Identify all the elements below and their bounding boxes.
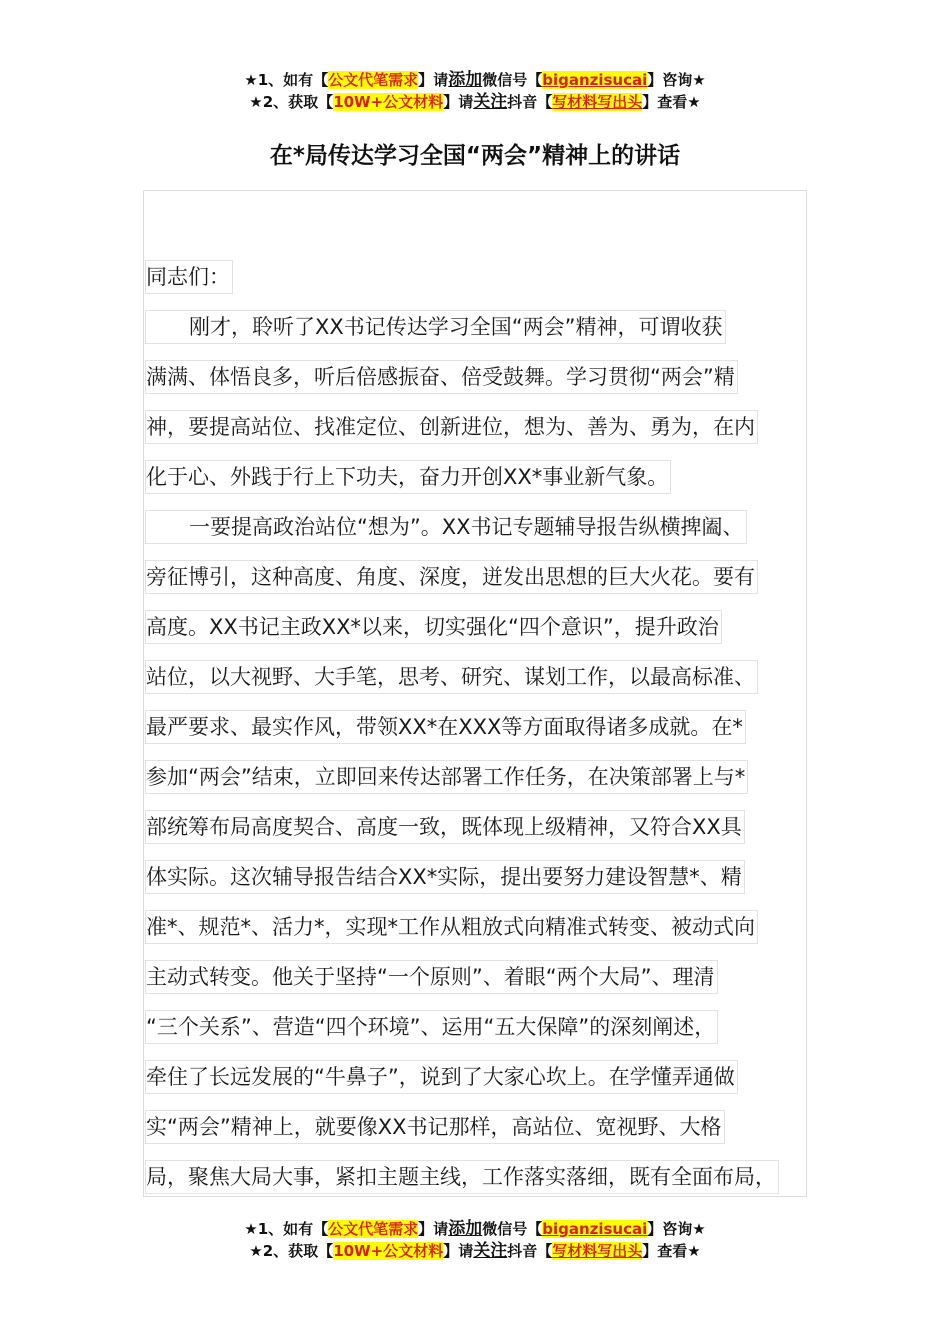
text-line: 站位，以大视野、大手笔，思考、研究、谋划工作，以最高标准、 [145,660,758,694]
paragraph-line [145,352,810,402]
text-line: 神，要提高站位、找准定位、创新进位，想为、善为、勇为，在内 [145,410,758,444]
paragraph-line [145,452,810,502]
highlight-materials: 10W+公文材料 [333,1242,444,1260]
promo-text: 】请 [443,1242,474,1260]
promo-emphasis: 添加 [448,70,483,90]
text-line: 高度。XX书记主政XX*以来，切实强化“四个意识”，提升政治 [145,610,722,644]
text-line: 旁征博引，这种高度、角度、深度，迸发出思想的巨大火花。要有 [145,560,758,594]
text-line: 部统筹布局高度契合、高度一致，既体现上级精神，又符合XX具 [145,810,745,844]
douyin-account-link[interactable]: 写材料写出头 [552,93,643,111]
text-line: 局，聚焦大局大事，紧扣主题主线，工作落实落细，既有全面布局， [145,1160,779,1194]
paragraph-line [145,1002,810,1052]
paragraph-line [145,702,810,752]
text-line: 化于心、外践于行上下功夫，奋力开创XX*事业新气象。 [145,460,671,494]
promo-emphasis: 添加 [448,1219,483,1239]
promo-line-1 [0,1218,950,1240]
text-line: 体实际。这次辅导报告结合XX*实际，提出要努力建设智慧*、精 [145,860,745,894]
promo-text: ★1、如有【 [244,71,329,89]
paragraph-line [145,652,810,702]
promo-emphasis: 关注 [473,92,508,112]
promo-text: 】咨询★ [647,71,706,89]
promo-text: ★2、获取【 [249,93,334,111]
text-line: 最严要求、最实作风，带领XX*在XXX等方面取得诸多成就。在* [145,710,746,744]
promo-text: 】请 [443,93,474,111]
promo-header [0,69,950,113]
promo-text: 】请 [418,1220,449,1238]
paragraph-line [145,1152,810,1202]
highlight-ghostwriting: 公文代笔需求 [328,1220,419,1238]
text-line: 满满、体悟良多，听后倍感振奋、倍受鼓舞。学习贯彻“两会”精 [145,360,738,394]
promo-text: 】查看★ [642,93,701,111]
douyin-account-link[interactable]: 写材料写出头 [552,1242,643,1260]
highlight-ghostwriting: 公文代笔需求 [328,71,419,89]
paragraph-line [145,302,810,352]
paragraph-line [145,752,810,802]
promo-text: 微信号【 [482,71,543,89]
salutation-line [145,252,810,302]
wechat-id-link[interactable]: biganzisucai [542,71,648,89]
text-line: 实“两会”精神上，就要像XX书记那样，高站位、宽视野、大格 [145,1110,725,1144]
paragraph-line [145,902,810,952]
text-line: 刚才，聆听了XX书记传达学习全国“两会”精神，可谓收获 [145,310,726,344]
text-line: 参加“两会”结束，立即回来传达部署工作任务，在决策部署上与* [145,760,748,794]
promo-text: 】咨询★ [647,1220,706,1238]
paragraph-line [145,1102,810,1152]
text-line: 主动式转变。他关于坚持“一个原则”、着眼“两个大局”、理清 [145,960,718,994]
promo-line-2 [0,91,950,113]
promo-text: 】请 [418,71,449,89]
promo-line-2 [0,1240,950,1262]
promo-text: 】查看★ [642,1242,701,1260]
paragraph-line [145,402,810,452]
promo-footer [0,1218,950,1262]
paragraph-line [145,852,810,902]
paragraph-line [145,502,810,552]
promo-text: ★2、获取【 [249,1242,334,1260]
text-line: 同志们： [145,260,233,294]
text-line: 准*、规范*、活力*，实现*工作从粗放式向精准式转变、被动式向 [145,910,758,944]
text-line: 牵住了长远发展的“牛鼻子”，说到了大家心坎上。在学懂弄通做 [145,1060,738,1094]
paragraph-line [145,552,810,602]
promo-text: ★1、如有【 [244,1220,329,1238]
paragraph-line [145,602,810,652]
paragraph-line [145,952,810,1002]
paragraph-line [145,1052,810,1102]
wechat-id-link[interactable]: biganzisucai [542,1220,648,1238]
speech-body [145,252,810,1202]
promo-line-1 [0,69,950,91]
promo-emphasis: 关注 [473,1241,508,1261]
text-line: “三个关系”、营造“四个环境”、运用“五大保障”的深刻阐述， [145,1010,718,1044]
text-line: 一要提高政治站位“想为”。XX书记专题辅导报告纵横捭阖、 [145,510,747,544]
highlight-materials: 10W+公文材料 [333,93,444,111]
paragraph-line [145,802,810,852]
promo-text: 抖音【 [507,93,553,111]
promo-text: 抖音【 [507,1242,553,1260]
promo-text: 微信号【 [482,1220,543,1238]
document-title: 在*局传达学习全国“两会”精神上的讲话 [269,143,681,169]
